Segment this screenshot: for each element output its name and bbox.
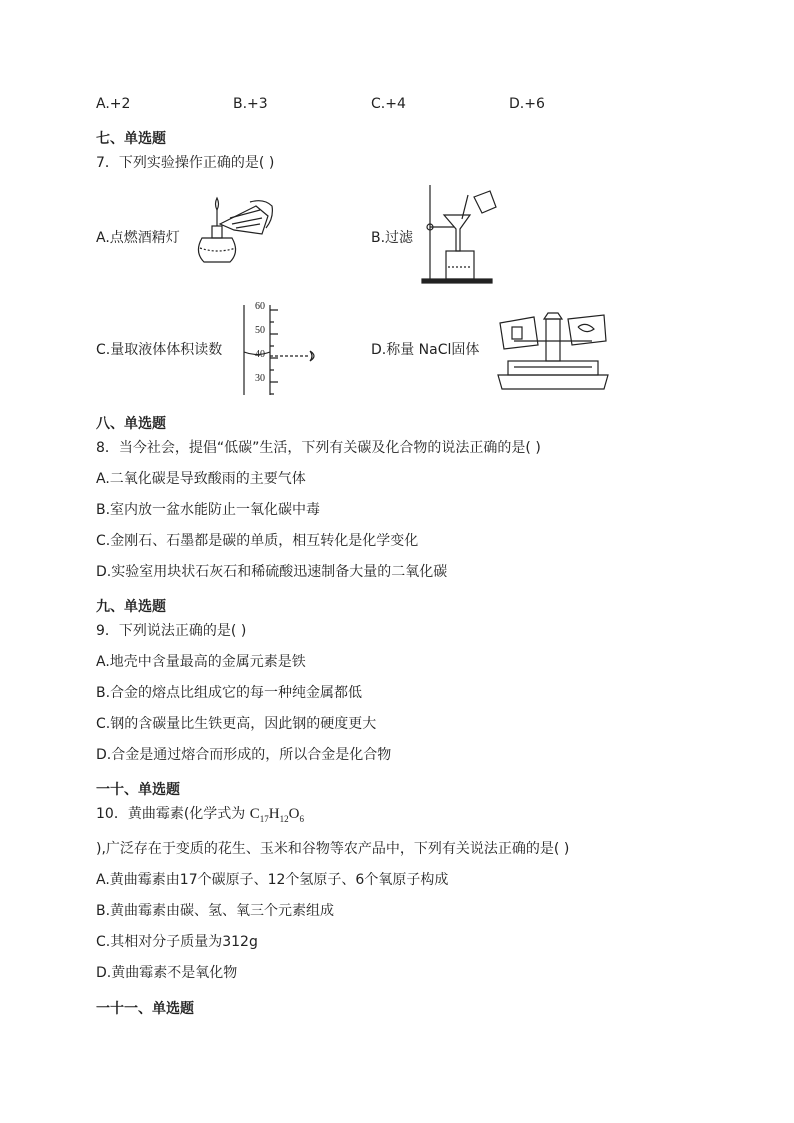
section-heading-10: 一十、单选题 [96, 782, 180, 798]
q9-option-b: B.合金的熔点比组成它的每一种纯金属都低 [96, 685, 363, 701]
filtration-illustration [420, 185, 500, 285]
section-heading-8: 八、单选题 [96, 416, 166, 432]
q10-option-d: D.黄曲霉素不是氧化物 [96, 965, 238, 981]
q8-option-a: A.二氧化碳是导致酸雨的主要气体 [96, 471, 306, 487]
q6-option-a: A.+2 [96, 96, 131, 112]
q10-option-a: A.黄曲霉素由17个碳原子、12个氢原子、6个氧原子构成 [96, 872, 449, 888]
q10-option-b: B.黄曲霉素由碳、氢、氧三个元素组成 [96, 903, 335, 919]
q8-option-b: B.室内放一盆水能防止一氧化碳中毒 [96, 502, 321, 518]
q7-option-a: A.点燃酒精灯 [96, 230, 180, 246]
section-heading-7: 七、单选题 [96, 131, 166, 147]
q10-stem-prefix-text: 10．黄曲霉素(化学式为 [96, 806, 246, 822]
q8-stem: 8．当今社会，提倡“低碳”生活，下列有关碳及化合物的说法正确的是( ) [96, 440, 541, 456]
cylinder-tick-30: 30 [255, 373, 265, 384]
q9-option-d: D.合金是通过熔合而形成的，所以合金是化合物 [96, 747, 392, 763]
cylinder-tick-50: 50 [255, 325, 265, 336]
q9-stem: 9．下列说法正确的是( ) [96, 623, 247, 639]
graduated-cylinder-illustration [240, 305, 330, 395]
q7-option-c: C.量取液体体积读数 [96, 342, 223, 358]
q7-option-d: D.称量 NaCl固体 [371, 342, 480, 358]
formula-h: H [268, 806, 280, 822]
alcohol-lamp-illustration [190, 190, 275, 270]
formula-c-count: 17 [259, 814, 269, 824]
q10-option-c: C.其相对分子质量为312g [96, 934, 258, 950]
cylinder-tick-40: 40 [255, 349, 265, 360]
q6-option-d: D.+6 [509, 96, 545, 112]
q10-stem-prefix [96, 803, 304, 824]
cylinder-tick-60: 60 [255, 301, 265, 312]
q9-option-a: A.地壳中含量最高的金属元素是铁 [96, 654, 306, 670]
formula-c: C [249, 806, 260, 822]
q7-stem: 7．下列实验操作正确的是( ) [96, 155, 275, 171]
section-heading-9: 九、单选题 [96, 599, 166, 615]
q10-formula [250, 806, 304, 822]
q9-option-c: C.钢的含碳量比生铁更高，因此钢的硬度更大 [96, 716, 377, 732]
q6-option-c: C.+4 [371, 96, 406, 112]
balance-scale-illustration [494, 305, 612, 391]
q8-option-d: D.实验室用块状石灰石和稀硫酸迅速制备大量的二氧化碳 [96, 564, 448, 580]
q6-option-b: B.+3 [233, 96, 268, 112]
formula-o: O [288, 806, 300, 822]
q8-option-c: C.金刚石、石墨都是碳的单质，相互转化是化学变化 [96, 533, 419, 549]
q7-option-b: B.过滤 [371, 230, 414, 246]
formula-h-count: 12 [279, 814, 289, 824]
formula-o-count: 6 [299, 814, 304, 824]
section-heading-11: 一十一、单选题 [96, 1001, 194, 1017]
q10-stem-cont: ),广泛存在于变质的花生、玉米和谷物等农产品中，下列有关说法正确的是( ) [96, 841, 570, 857]
